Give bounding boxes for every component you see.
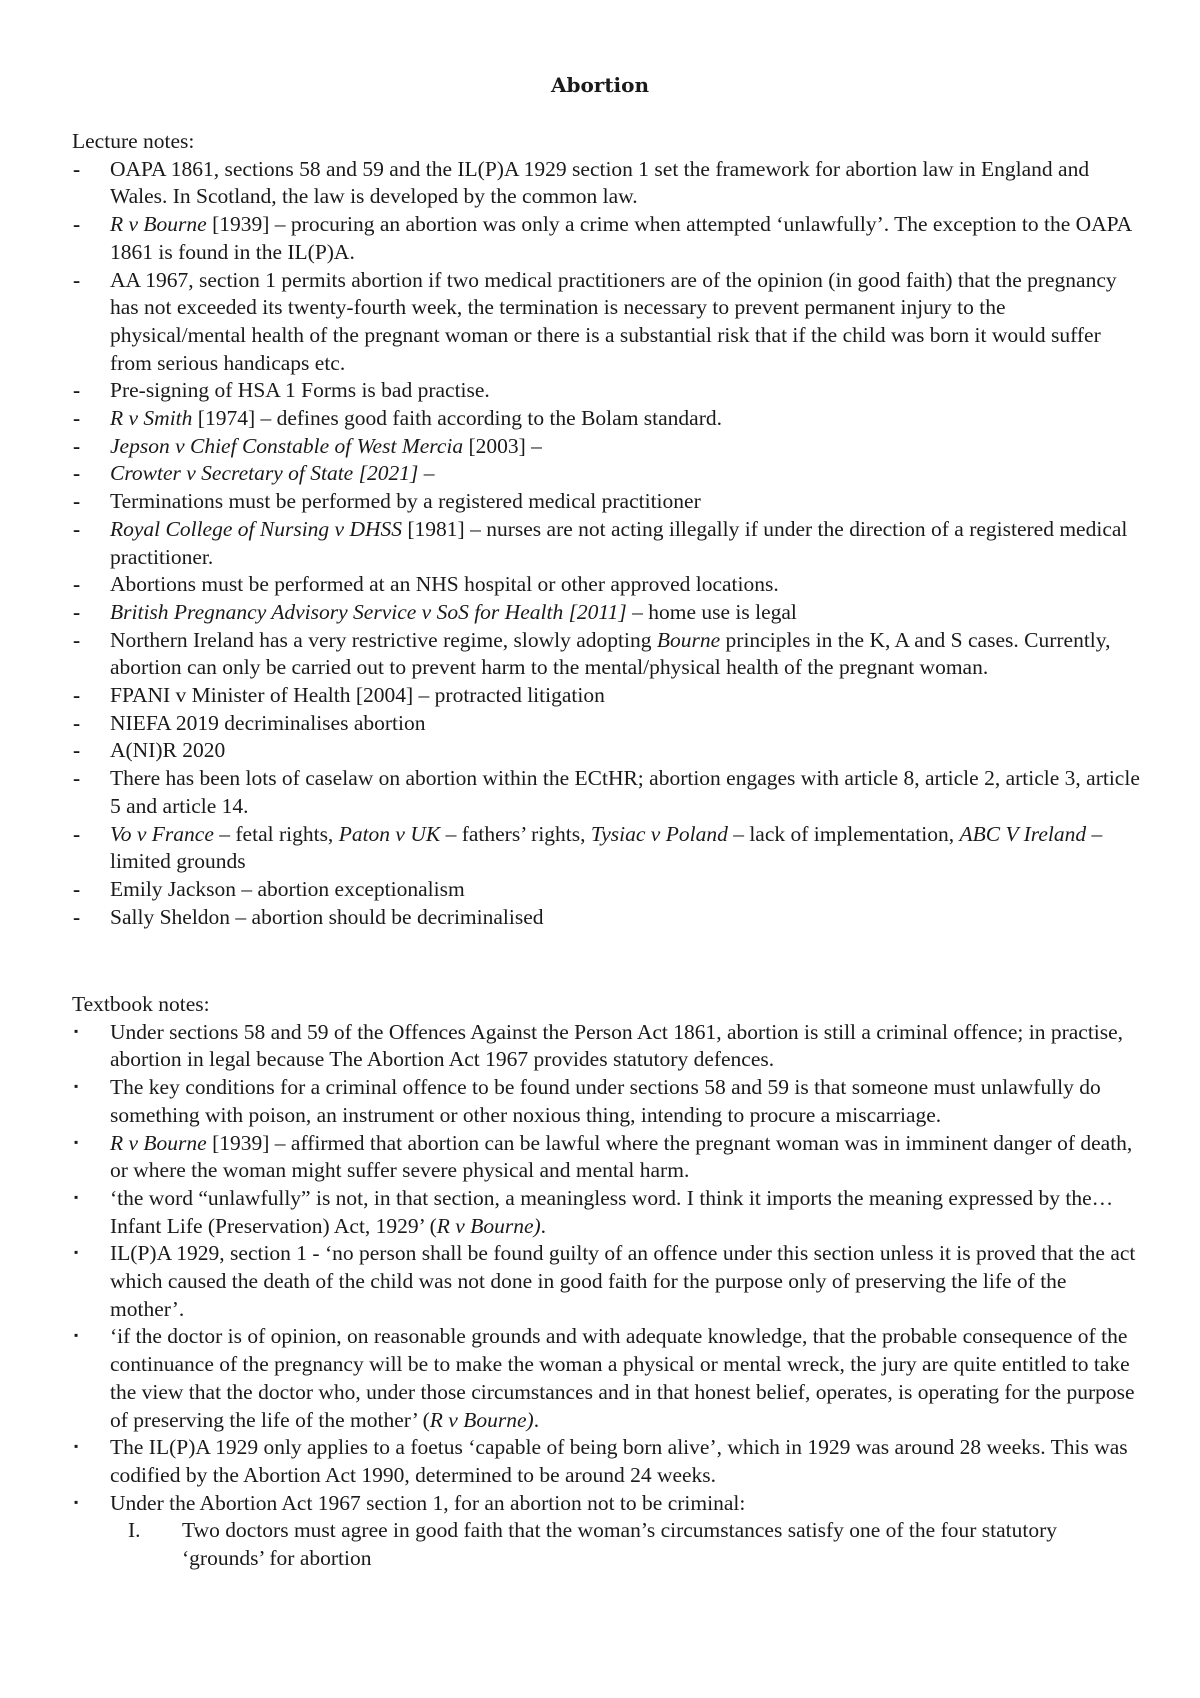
case-citation: British Pregnancy Advisory Service v SoS for Health [2011] — [110, 599, 627, 624]
note-text: – fathers’ rights, — [440, 821, 591, 846]
note-text: [1974] – defines good faith according to the Bolam standard. — [192, 406, 723, 431]
bullet-marker: - — [73, 267, 81, 292]
roman-numeral-marker: I. — [128, 1518, 141, 1543]
note-text: The key conditions for a criminal offence to be found under sections 58 and 59 is that someone must unlawfully do something with poison, an instrument or other noxious thing, intending to procure a miscarriage. — [110, 1075, 1101, 1127]
list-item — [72, 1434, 1142, 1489]
list-item — [72, 904, 1142, 932]
bullet-marker: - — [73, 572, 81, 597]
list-item — [72, 460, 1142, 488]
sub-list-item — [72, 1517, 1142, 1572]
note-text: Pre-signing of HSA 1 Forms is bad practise. — [110, 378, 490, 403]
case-citation: Crowter v Secretary of State [2021] – — [110, 461, 435, 486]
case-citation: ABC V Ireland — [959, 821, 1087, 846]
note-text: – fetal rights, — [213, 821, 339, 846]
note-text: Under sections 58 and 59 of the Offences Against the Person Act 1861, abortion is still a criminal offence; in practise, abortion in legal because The Abortion Act 1967 provides statutory defences. — [110, 1019, 1124, 1072]
case-citation: Bourne — [656, 627, 721, 652]
note-text: Terminations must be performed by a registered medical practitioner — [110, 489, 701, 514]
list-item — [72, 737, 1142, 765]
note-text: [1939] – affirmed that abortion can be lawful where the pregnant woman was in imminent danger of death, or where the woman might suffer severe physical and mental harm. — [110, 1130, 1133, 1183]
page-title: Abortion — [550, 73, 650, 97]
bullet-marker: - — [73, 599, 81, 624]
bullet-marker: ▪ — [74, 1494, 79, 1509]
list-item — [72, 599, 1142, 627]
note-text: Northern Ireland has a very restrictive regime, slowly adopting — [110, 627, 657, 652]
bullet-marker: - — [73, 378, 81, 403]
note-text: principles in the K, A and S cases. Currently, abortion can only be carried out to prevent harm to the mental/physical health of the pregnant woman. — [110, 627, 1111, 680]
list-item — [72, 710, 1142, 738]
bullet-marker: ▪ — [74, 1079, 79, 1094]
note-text: Sally Sheldon – abortion should be decriminalised — [110, 904, 544, 929]
note-text: [1981] – nurses are not acting illegally if under the direction of a registered medical practitioner. — [110, 516, 1128, 569]
bullet-marker: ▪ — [74, 1328, 79, 1343]
bullet-marker: - — [73, 683, 81, 708]
note-text: Emily Jackson – abortion exceptionalism — [110, 876, 465, 901]
list-item — [72, 1130, 1142, 1185]
list-item — [72, 627, 1142, 682]
bullet-marker: ▪ — [74, 1023, 79, 1038]
note-text: Abortions must be performed at an NHS hospital or other approved locations. — [110, 572, 779, 597]
list-item — [72, 433, 1142, 461]
textbook-notes-sublist — [72, 1517, 1142, 1572]
list-item — [72, 571, 1142, 599]
list-item — [72, 156, 1142, 211]
lecture-notes-section — [72, 128, 1142, 931]
bullet-marker: - — [73, 710, 81, 735]
list-item — [72, 1185, 1142, 1240]
list-item — [72, 377, 1142, 405]
note-text: There has been lots of caselaw on abortion within the ECtHR; abortion engages with article 8, article 2, article 3, article 5 and article 14. — [110, 766, 1140, 818]
bullet-marker: - — [73, 766, 81, 791]
bullet-marker: - — [73, 821, 81, 846]
case-citation: Tysiac v Poland — [590, 821, 728, 846]
bullet-marker: - — [73, 904, 81, 929]
note-text: – home use is legal — [626, 599, 797, 624]
bullet-marker: ▪ — [74, 1134, 79, 1149]
list-item — [72, 876, 1142, 904]
note-text: FPANI v Minister of Health [2004] – protracted litigation — [110, 683, 605, 708]
note-text: Two doctors must agree in good faith that the woman’s circumstances satisfy one of the four statutory ‘grounds’ for abortion — [182, 1518, 1058, 1571]
bullet-marker: - — [73, 516, 81, 541]
bullet-marker: - — [73, 433, 81, 458]
bullet-marker: - — [73, 212, 81, 237]
case-citation: R v Smith — [110, 406, 193, 431]
case-citation: Vo v France — [110, 821, 214, 846]
case-citation: R v Bourne) — [429, 1407, 534, 1432]
list-item — [72, 267, 1142, 378]
note-text: ‘if the doctor is of opinion, on reasonable grounds and with adequate knowledge, that the probable consequence of the continuance of the pregnancy will be to make the woman a physical or mental wreck, the jury are quite entitled to take the view that the doctor who, under those circumstances and in that honest belief, operates, is operating for the purpose of preserving the life of the mother’ ( — [110, 1324, 1135, 1432]
case-citation: Paton v UK — [338, 821, 441, 846]
case-citation: Jepson v Chief Constable of West Mercia — [110, 433, 464, 458]
note-text: – lack of implementation, — [727, 821, 960, 846]
bullet-marker: ▪ — [74, 1245, 79, 1260]
note-text: [2003] – — [463, 433, 542, 458]
list-item — [72, 682, 1142, 710]
lecture-notes-heading: Lecture notes: — [72, 129, 195, 153]
list-item — [72, 516, 1142, 571]
note-text: A(NI)R 2020 — [110, 738, 226, 763]
list-item — [72, 1240, 1142, 1323]
list-item — [72, 1074, 1142, 1129]
list-item — [72, 1019, 1142, 1074]
note-text: [1939] – procuring an abortion was only a crime when attempted ‘unlawfully’. The exception to the OAPA 1861 is found in the IL(P)A. — [110, 212, 1131, 264]
note-text: AA 1967, section 1 permits abortion if two medical practitioners are of the opinion (in good faith) that the pregnancy has not exceeded its twenty-fourth week, the termination is necessary to prevent permanent injury to the physical/mental health of the pregnant woman or there is a substantial risk that if the child was born it would suffer from serious handicaps etc. — [110, 267, 1117, 375]
bullet-marker: - — [73, 876, 81, 901]
textbook-notes-section — [72, 991, 1142, 1573]
note-text: IL(P)A 1929, section 1 - ‘no person shall be found guilty of an offence under this section unless it is proved that the act which caused the death of the child was not done in good faith for the purpose only of preserving the life of the mother’. — [110, 1241, 1136, 1321]
list-item — [72, 1490, 1142, 1518]
textbook-notes-heading: Textbook notes: — [72, 992, 210, 1016]
bullet-marker: - — [73, 156, 81, 181]
bullet-marker: - — [73, 627, 81, 652]
list-item — [72, 765, 1142, 820]
case-citation: Royal College of Nursing v DHSS — [110, 516, 403, 541]
bullet-marker: - — [73, 738, 81, 763]
case-citation: R v Bourne — [110, 1130, 207, 1155]
note-text: The IL(P)A 1929 only applies to a foetus ‘capable of being born alive’, which in 1929 was around 28 weeks. This was codified by the Abortion Act 1990, determined to be around 24 weeks. — [110, 1435, 1128, 1487]
note-text: . — [540, 1213, 547, 1238]
case-citation: R v Bourne) — [436, 1213, 541, 1238]
textbook-notes-list — [72, 1019, 1142, 1518]
list-item — [72, 1323, 1142, 1434]
note-text: ‘the word “unlawfully” is not, in that section, a meaningless word. I think it imports the meaning expressed by the… Infant Life (Preservation) Act, 1929’ ( — [110, 1185, 1114, 1238]
bullet-marker: - — [73, 461, 81, 486]
bullet-marker: ▪ — [74, 1439, 79, 1454]
note-text: – limited grounds — [110, 821, 1103, 874]
bullet-marker: - — [73, 489, 81, 514]
note-text: NIEFA 2019 decriminalises abortion — [110, 710, 426, 735]
list-item — [72, 405, 1142, 433]
list-item — [72, 211, 1142, 266]
note-text: Under the Abortion Act 1967 section 1, for an abortion not to be criminal: — [110, 1490, 746, 1515]
bullet-marker: ▪ — [74, 1189, 79, 1204]
lecture-notes-list — [72, 156, 1142, 932]
case-citation: R v Bourne — [110, 212, 207, 237]
list-item — [72, 488, 1142, 516]
note-text: . — [533, 1407, 540, 1432]
list-item — [72, 821, 1142, 876]
bullet-marker: - — [73, 406, 81, 431]
note-text: OAPA 1861, sections 58 and 59 and the IL(P)A 1929 section 1 set the framework for abortion law in England and Wales. In Scotland, the law is developed by the common law. — [110, 156, 1090, 209]
